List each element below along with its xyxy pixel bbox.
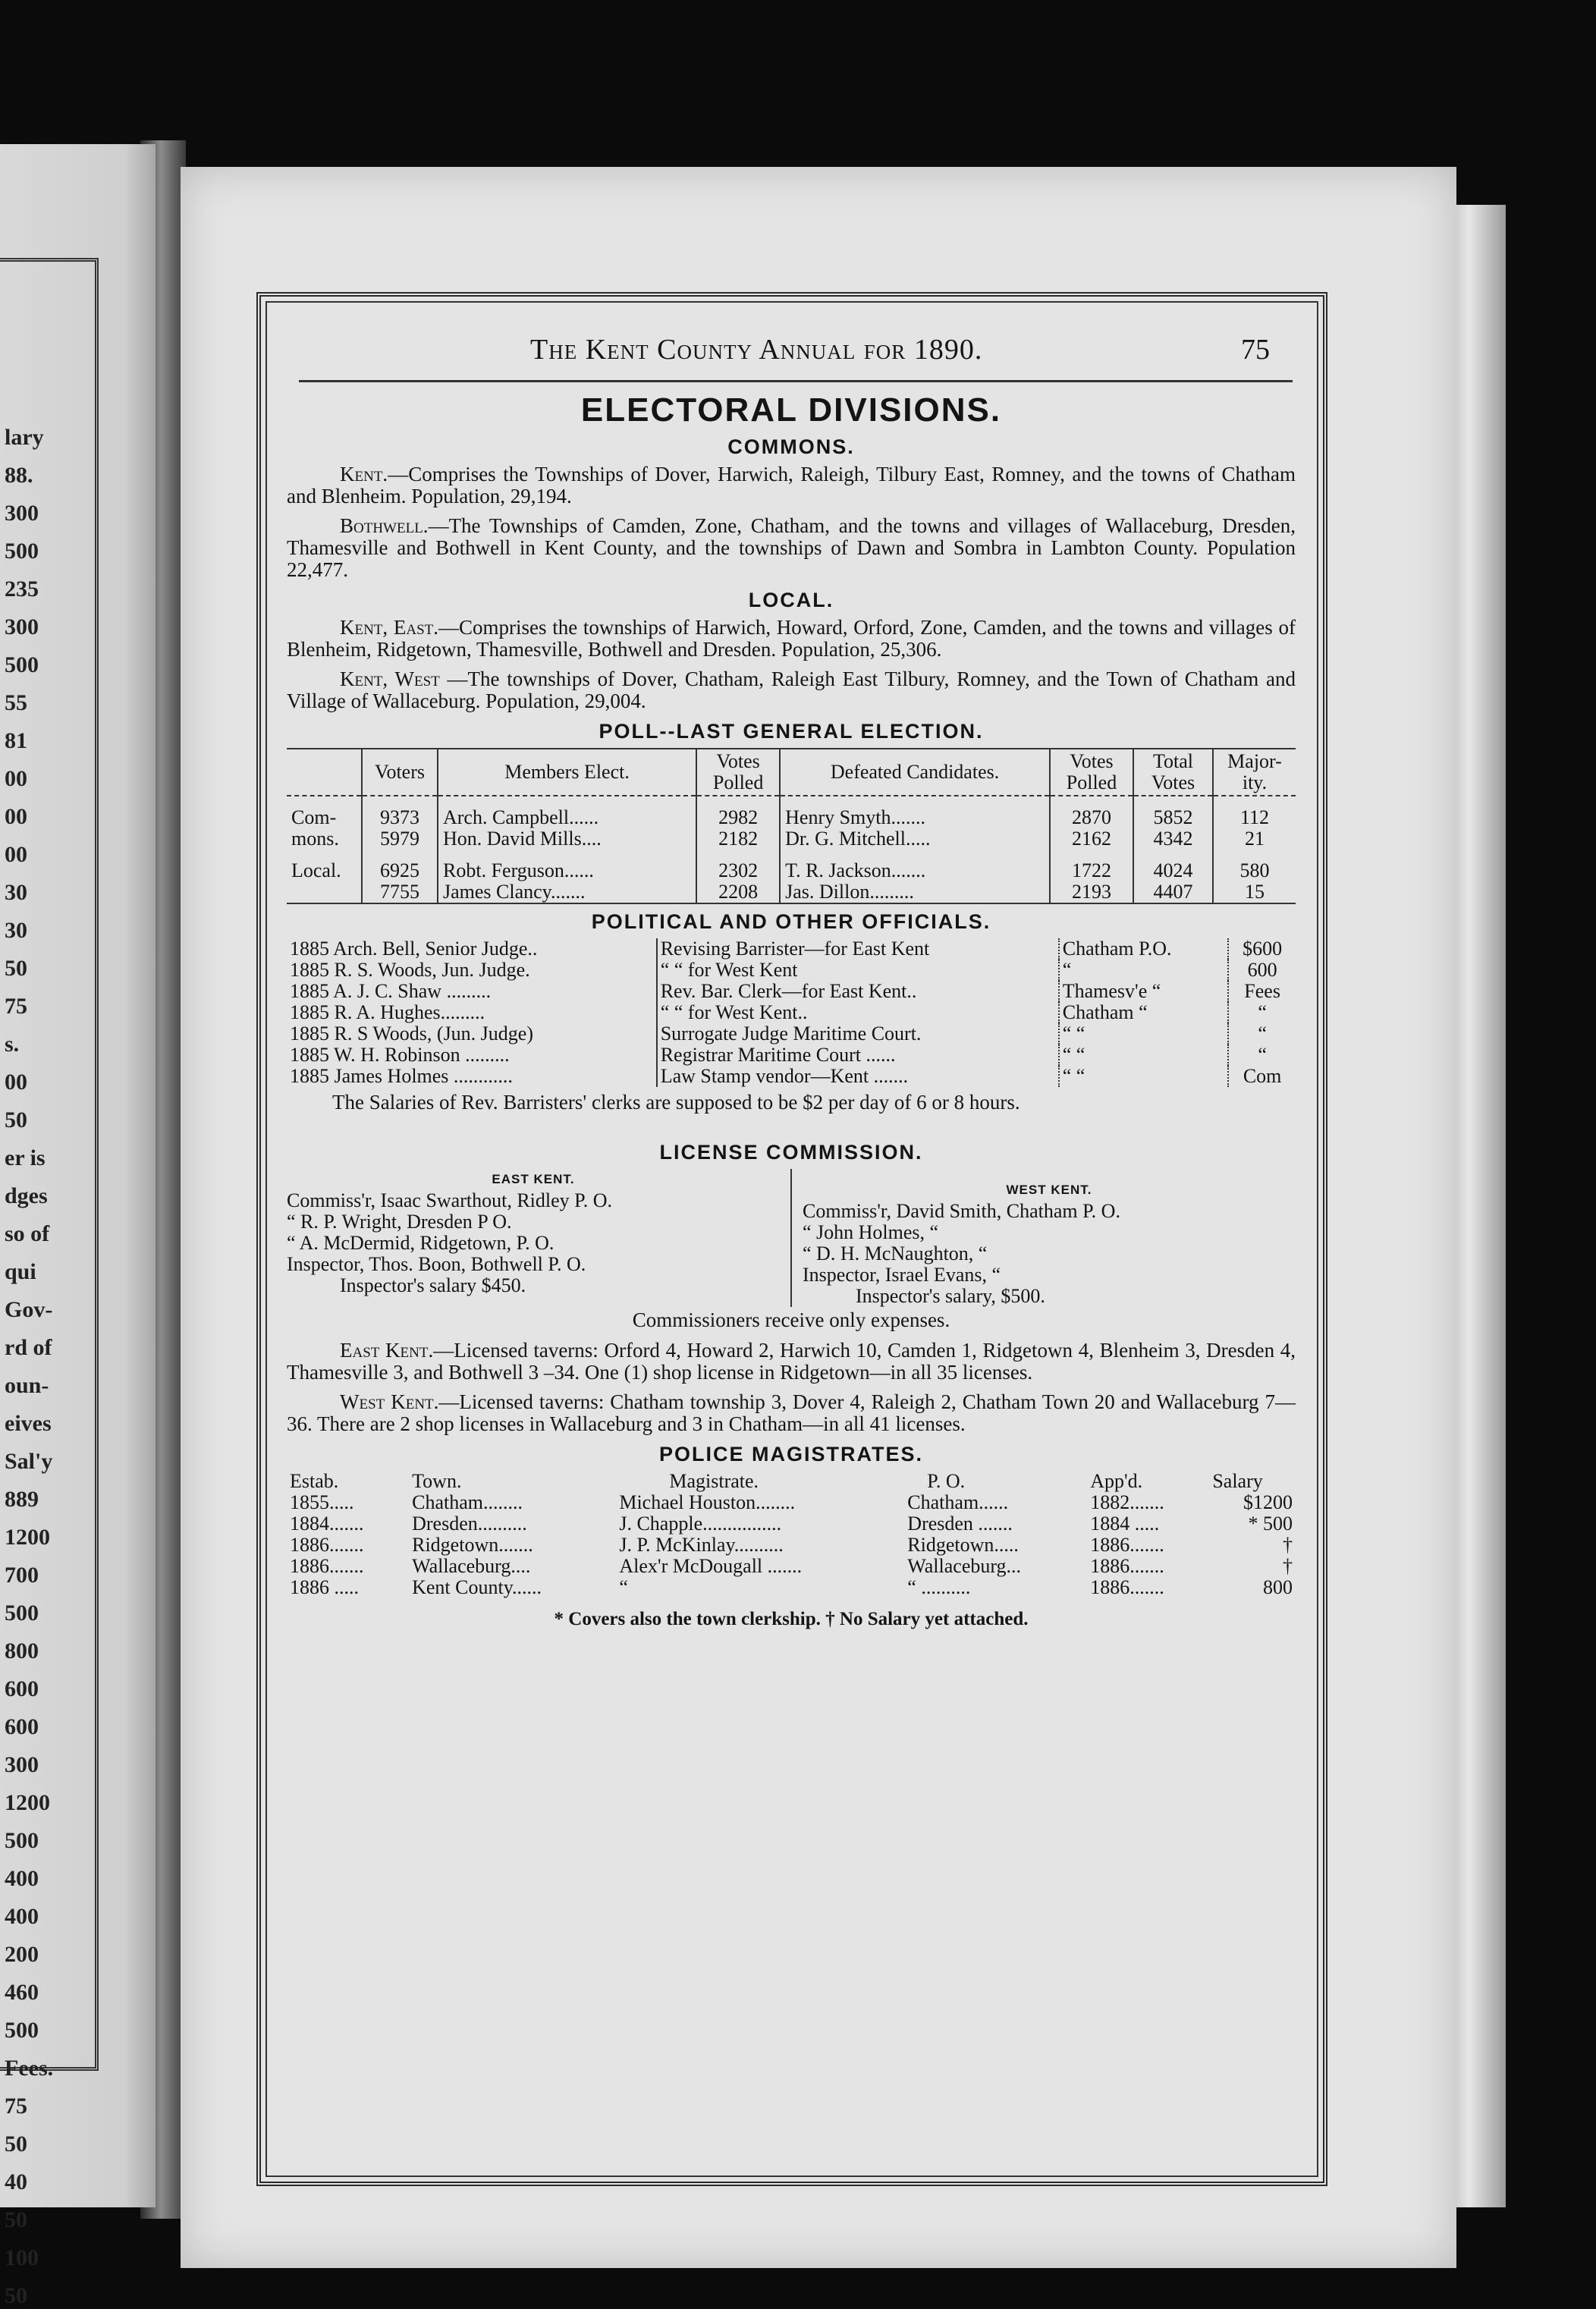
left-page-fragment: 200 <box>5 1942 39 1967</box>
poll-cell: 580 <box>1213 850 1296 881</box>
poll-cell: Dr. G. Mitchell..... <box>780 828 1050 850</box>
license-heading: LICENSE COMMISSION. <box>659 1141 923 1164</box>
left-page-fragment: 40 <box>5 2169 27 2194</box>
poll-cell: Arch. Campbell...... <box>438 796 696 828</box>
magistrate-cell: Wallaceburg... <box>907 1555 1022 1577</box>
poll-cell: 4342 <box>1133 828 1213 850</box>
police-heading: POLICE MAGISTRATES. <box>658 1443 923 1466</box>
poll-cell <box>287 881 362 903</box>
poll-cell: Local. <box>291 859 341 881</box>
poll-header-row <box>287 749 1296 796</box>
east-commission-line: Inspector's salary $450. <box>340 1274 526 1296</box>
west-kent-licenses <box>287 1391 1296 1435</box>
official-cell: Thamesv'e “ <box>1059 981 1229 1002</box>
official-cell: Rev. Bar. Clerk—for East Kent.. <box>657 981 1059 1002</box>
poll-header-cell: Major-ity. <box>1213 749 1296 796</box>
west-kent-label: WEST KENT. <box>1006 1183 1092 1197</box>
east-kent-licenses-text: —Licensed taverns: Orford 4, Howard 2, Harwich 10, Camden 1, Ridgetown 4, Blenheim 3, Dresden 4, Thamesville 3, and Bothwell 3 –34. One (1) shop license in Ridgetown—in all 35 licenses. <box>287 1339 1296 1384</box>
poll-row <box>287 796 1296 828</box>
magistrate-cell: Dresden ....... <box>907 1513 1013 1535</box>
left-page-fragment: 50 <box>5 2283 27 2308</box>
left-page-fragment: oun- <box>5 1373 49 1398</box>
magistrate-cell: 1886 ..... <box>290 1576 359 1598</box>
poll-cell: Robt. Ferguson...... <box>438 850 696 881</box>
left-page-fragment: lary <box>5 425 44 450</box>
police-header-cell: Town. <box>412 1470 462 1492</box>
left-page-fragment: 300 <box>5 1752 39 1777</box>
magistrate-cell: † <box>1283 1555 1293 1577</box>
magistrate-cell: “ .......... <box>907 1576 971 1598</box>
poll-header-cell: Votes Polled <box>696 749 780 796</box>
left-page-fragment: 100 <box>5 2245 39 2270</box>
left-page-fragment: 30 <box>5 918 27 943</box>
commons-heading: COMMONS. <box>727 435 855 458</box>
left-page-fragment: 500 <box>5 1601 39 1626</box>
poll-row <box>287 881 1296 903</box>
left-page-fragment: Gov- <box>5 1297 53 1322</box>
left-page-fragment: 50 <box>5 2132 27 2157</box>
kent-east-paragraph <box>287 617 1296 661</box>
official-cell: Fees <box>1228 981 1296 1002</box>
poll-cell: mons. <box>291 828 339 850</box>
east-kent-commission <box>287 1169 792 1307</box>
west-kent-commission <box>792 1169 1296 1307</box>
poll-cell: 2162 <box>1050 828 1133 850</box>
left-page-fragment: 600 <box>5 1714 39 1739</box>
left-page-fragment: 500 <box>5 652 39 677</box>
official-row <box>287 938 1296 960</box>
official-cell: Surrogate Judge Maritime Court. <box>657 1023 1059 1045</box>
west-commission-line: Commiss'r, David Smith, Chatham P. O. <box>803 1200 1120 1222</box>
magistrate-cell: 1886....... <box>1090 1576 1164 1598</box>
left-page-fragment: 88. <box>5 463 33 488</box>
official-cell: “ <box>1228 1023 1296 1045</box>
magistrate-cell: Dresden.......... <box>412 1513 527 1535</box>
official-cell: 1885 James Holmes ............ <box>290 1065 513 1087</box>
officials-heading: POLITICAL AND OTHER OFFICIALS. <box>591 910 991 933</box>
left-page-fragment: 400 <box>5 1866 39 1891</box>
official-cell: 1885 R. A. Hughes......... <box>290 1001 485 1023</box>
west-kent-licenses-lead: West Kent. <box>340 1390 439 1413</box>
running-header <box>299 327 1293 382</box>
official-cell: 600 <box>1228 960 1296 981</box>
poll-cell: 112 <box>1213 796 1296 828</box>
page <box>181 167 1456 2268</box>
magistrate-row <box>287 1492 1296 1513</box>
official-cell: Com <box>1228 1066 1296 1087</box>
west-commission-line: “ D. H. McNaughton, “ <box>803 1242 988 1264</box>
poll-cell: 4407 <box>1133 881 1213 903</box>
magistrate-cell: Ridgetown....... <box>412 1534 533 1556</box>
magistrate-cell: “ <box>619 1576 628 1598</box>
poll-heading: POLL--LAST GENERAL ELECTION. <box>598 720 984 743</box>
magistrate-row <box>287 1556 1296 1577</box>
official-cell: “ “ <box>1059 1023 1229 1045</box>
poll-cell: 9373 <box>362 796 438 828</box>
poll-cell: 21 <box>1213 828 1296 850</box>
magistrate-cell: Chatham...... <box>907 1491 1009 1513</box>
left-page-fragment: 00 <box>5 804 27 829</box>
poll-cell: 2870 <box>1050 796 1133 828</box>
left-page-fragment: 50 <box>5 2207 27 2232</box>
left-page-fragment: so of <box>5 1221 50 1246</box>
poll-header-cell: Total Votes <box>1133 749 1213 796</box>
poll-cell: Henry Smyth....... <box>780 796 1050 828</box>
poll-cell: Hon. David Mills.... <box>438 828 696 850</box>
official-cell: 1885 Arch. Bell, Senior Judge.. <box>290 938 538 960</box>
east-kent-licenses <box>287 1340 1296 1384</box>
east-kent-label: EAST KENT. <box>492 1172 575 1186</box>
official-cell: “ <box>1059 960 1229 981</box>
magistrate-cell: J. Chapple................ <box>619 1513 782 1535</box>
magistrate-cell: Ridgetown..... <box>907 1534 1019 1556</box>
poll-cell: 5979 <box>362 828 438 850</box>
left-page-fragment: 700 <box>5 1563 39 1588</box>
magistrate-cell: Wallaceburg.... <box>412 1555 531 1577</box>
magistrate-cell: Michael Houston........ <box>619 1491 796 1513</box>
poll-table <box>287 748 1296 904</box>
bothwell-lead: Bothwell. <box>340 514 429 537</box>
east-commission-line: Commiss'r, Isaac Swarthout, Ridley P. O. <box>287 1189 613 1211</box>
official-row <box>287 981 1296 1002</box>
left-page-fragment: rd of <box>5 1335 52 1360</box>
official-cell: Registrar Maritime Court ...... <box>657 1045 1059 1066</box>
left-page-fragment: 500 <box>5 539 39 564</box>
official-cell: “ <box>1228 1002 1296 1023</box>
magistrate-row <box>287 1577 1296 1598</box>
left-page-fragment: 00 <box>5 1070 27 1095</box>
poll-header-cell: Members Elect. <box>438 749 696 796</box>
official-cell: $600 <box>1228 938 1296 960</box>
magistrate-cell: Alex'r McDougall ....... <box>619 1555 803 1577</box>
poll-cell: 2302 <box>696 850 780 881</box>
police-footnote: * Covers also the town clerkship. † No Salary yet attached. <box>554 1609 1029 1629</box>
official-row <box>287 1045 1296 1066</box>
magistrate-cell: 1882....... <box>1090 1491 1164 1513</box>
page-number: 75 <box>1241 334 1270 366</box>
official-cell: “ “ for West Kent.. <box>657 1002 1059 1023</box>
left-page-fragment: 00 <box>5 766 27 791</box>
official-cell: “ <box>1228 1045 1296 1066</box>
salaries-note: The Salaries of Rev. Barristers' clerks are supposed to be $2 per day of 6 or 8 hours. <box>332 1091 1020 1114</box>
left-page-fragment: 235 <box>5 576 39 602</box>
poll-cell: 15 <box>1213 881 1296 903</box>
kent-east-lead: Kent, East. <box>340 616 439 639</box>
police-header-cell: P. O. <box>927 1470 966 1492</box>
poll-row <box>287 828 1296 850</box>
left-page-fragment: 50 <box>5 956 27 981</box>
left-page-fragment: 1200 <box>5 1790 50 1815</box>
west-commission-line: “ John Holmes, “ <box>803 1221 939 1243</box>
police-header-cell: Magistrate. <box>669 1470 759 1492</box>
poll-header-cell: Defeated Candidates. <box>780 749 1050 796</box>
magistrate-cell: 1886....... <box>1090 1555 1164 1577</box>
left-page-fragment: Sal'y <box>5 1449 53 1474</box>
kent-text: —Comprises the Townships of Dover, Harwich, Raleigh, Tilbury East, Romney, and the towns of Chatham and Blenheim. Population, 29,194. <box>287 463 1296 507</box>
poll-cell: 7755 <box>362 881 438 903</box>
poll-header-cell <box>287 749 362 796</box>
official-row <box>287 1066 1296 1087</box>
magistrate-cell: Kent County...... <box>412 1576 542 1598</box>
running-title: The Kent County Annual for 1890. <box>530 334 983 366</box>
official-cell: 1885 A. J. C. Shaw ......... <box>290 980 492 1002</box>
poll-cell: 2208 <box>696 881 780 903</box>
police-header-cell: Salary <box>1212 1470 1263 1492</box>
left-page-edge <box>0 144 156 2308</box>
license-commission-columns <box>287 1169 1296 1307</box>
poll-cell: Jas. Dillon......... <box>780 881 1050 903</box>
kent-east-text: —Comprises the townships of Harwich, Howard, Orford, Zone, Camden, and the towns and villages of Blenheim, Ridgetown, Thamesville, Bothwell and Dresden. Population, 25,306. <box>287 616 1296 661</box>
west-commission-line: Inspector's salary, $500. <box>856 1285 1045 1307</box>
police-header-cell: Estab. <box>290 1470 339 1492</box>
poll-cell: 6925 <box>362 850 438 881</box>
left-page-fragment: s. <box>5 1032 20 1057</box>
officials-table <box>287 938 1296 1087</box>
bothwell-paragraph <box>287 515 1296 581</box>
kent-west-lead: Kent, West <box>340 668 440 690</box>
police-magistrates-table <box>287 1471 1296 1598</box>
official-cell: Law Stamp vendor—Kent ....... <box>657 1066 1059 1087</box>
page-border <box>256 292 1327 2186</box>
west-commission-line: Inspector, Israel Evans, “ <box>803 1264 1001 1286</box>
page-content <box>287 391 1296 1630</box>
police-header-cell: App'd. <box>1090 1470 1143 1492</box>
magistrate-cell: * 500 <box>1248 1513 1293 1535</box>
poll-header-cell: Votes Polled <box>1050 749 1133 796</box>
poll-cell: 2193 <box>1050 881 1133 903</box>
left-page-fragment: 00 <box>5 842 27 867</box>
official-cell: Chatham “ <box>1059 1002 1229 1023</box>
poll-cell: 2182 <box>696 828 780 850</box>
magistrate-cell: 1855..... <box>290 1491 354 1513</box>
left-page-fragment: 460 <box>5 1980 39 2005</box>
magistrate-cell: 1884 ..... <box>1090 1513 1160 1535</box>
left-page-fragment: eives <box>5 1411 52 1436</box>
official-cell: 1885 W. H. Robinson ......... <box>290 1044 510 1066</box>
official-cell: Revising Barrister—for East Kent <box>657 938 1059 960</box>
local-heading: LOCAL. <box>748 589 834 611</box>
left-page-fragment: 75 <box>5 2094 27 2119</box>
poll-cell: 5852 <box>1133 796 1213 828</box>
left-page-fragment: 50 <box>5 1107 27 1133</box>
poll-cell: 4024 <box>1133 850 1213 881</box>
poll-cell: T. R. Jackson....... <box>780 850 1050 881</box>
left-page-fragment: 400 <box>5 1904 39 1929</box>
magistrate-cell: $1200 <box>1243 1491 1293 1513</box>
left-page-fragment: er is <box>5 1145 46 1170</box>
poll-header-cell: Voters <box>362 749 438 796</box>
kent-lead: Kent. <box>340 463 388 485</box>
magistrate-cell: Chatham........ <box>412 1491 523 1513</box>
poll-cell: 2982 <box>696 796 780 828</box>
left-page-fragment: 500 <box>5 2018 39 2043</box>
left-page-fragment: 300 <box>5 614 39 639</box>
kent-west-text: —The townships of Dover, Chatham, Raleigh East Tilbury, Romney, and the Town of Chatham and Village of Wallaceburg. Population, 29,004. <box>287 668 1296 712</box>
magistrate-row <box>287 1535 1296 1556</box>
kent-west-paragraph <box>287 668 1296 712</box>
left-page-fragment: 75 <box>5 994 27 1019</box>
magistrate-cell: 1884....... <box>290 1513 364 1535</box>
official-cell: 1885 R. S. Woods, Jun. Judge. <box>290 959 530 981</box>
left-page-fragment: 1200 <box>5 1525 50 1550</box>
official-cell: 1885 R. S Woods, (Jun. Judge) <box>290 1023 534 1045</box>
left-page-fragment: 500 <box>5 1828 39 1853</box>
official-row <box>287 960 1296 981</box>
magistrate-cell: 800 <box>1263 1576 1293 1598</box>
official-cell: Chatham P.O. <box>1059 938 1229 960</box>
left-page-fragment: 55 <box>5 690 27 715</box>
left-page-fragment: 300 <box>5 501 39 526</box>
left-page-fragment: Fees. <box>5 2056 54 2081</box>
left-page-fragment: qui <box>5 1259 36 1284</box>
left-page-fragment: 600 <box>5 1676 39 1701</box>
poll-cell: Com- <box>291 806 337 828</box>
left-page-fragment: 800 <box>5 1638 39 1663</box>
magistrate-cell: 1886....... <box>290 1534 364 1556</box>
left-page-fragment: 30 <box>5 880 27 905</box>
poll-cell: James Clancy....... <box>438 881 696 903</box>
magistrate-cell: † <box>1283 1534 1293 1556</box>
magistrate-cell: J. P. McKinlay.......... <box>619 1534 784 1556</box>
page-title: ELECTORAL DIVISIONS. <box>580 391 1002 429</box>
official-cell: “ “ <box>1059 1066 1229 1087</box>
left-page-fragment: 889 <box>5 1487 39 1512</box>
magistrate-cell: 1886....... <box>290 1555 364 1577</box>
commissioners-expenses: Commissioners receive only expenses. <box>632 1308 950 1331</box>
east-kent-licenses-lead: East Kent. <box>340 1339 434 1362</box>
bothwell-text: —The Townships of Camden, Zone, Chatham, and the towns and villages of Wallaceburg, Dresden, Thamesville and Bothwell in Kent County, and the townships of Dawn and Sombra in Lambton County. Population 22,477. <box>287 514 1296 581</box>
official-row <box>287 1002 1296 1023</box>
left-page-fragment: dges <box>5 1183 48 1208</box>
official-row <box>287 1023 1296 1045</box>
official-cell: “ “ for West Kent <box>657 960 1059 981</box>
east-commission-line: “ A. McDermid, Ridgetown, P. O. <box>287 1232 555 1254</box>
magistrate-row <box>287 1513 1296 1535</box>
magistrate-cell: 1886....... <box>1090 1534 1164 1556</box>
west-kent-licenses-text: —Licensed taverns: Chatham township 3, Dover 4, Raleigh 2, Chatham Town 20 and Wallaceburg 7—36. There are 2 shop licenses in Wallaceburg and 3 in Chatham—in all 41 licenses. <box>287 1390 1296 1435</box>
kent-commons-paragraph <box>287 463 1296 507</box>
left-page-fragment: 81 <box>5 728 27 753</box>
poll-row <box>287 850 1296 881</box>
poll-cell: 1722 <box>1050 850 1133 881</box>
east-commission-line: Inspector, Thos. Boon, Bothwell P. O. <box>287 1253 586 1275</box>
police-header-row <box>287 1471 1296 1492</box>
east-commission-line: “ R. P. Wright, Dresden P O. <box>287 1211 512 1233</box>
official-cell: “ “ <box>1059 1045 1229 1066</box>
